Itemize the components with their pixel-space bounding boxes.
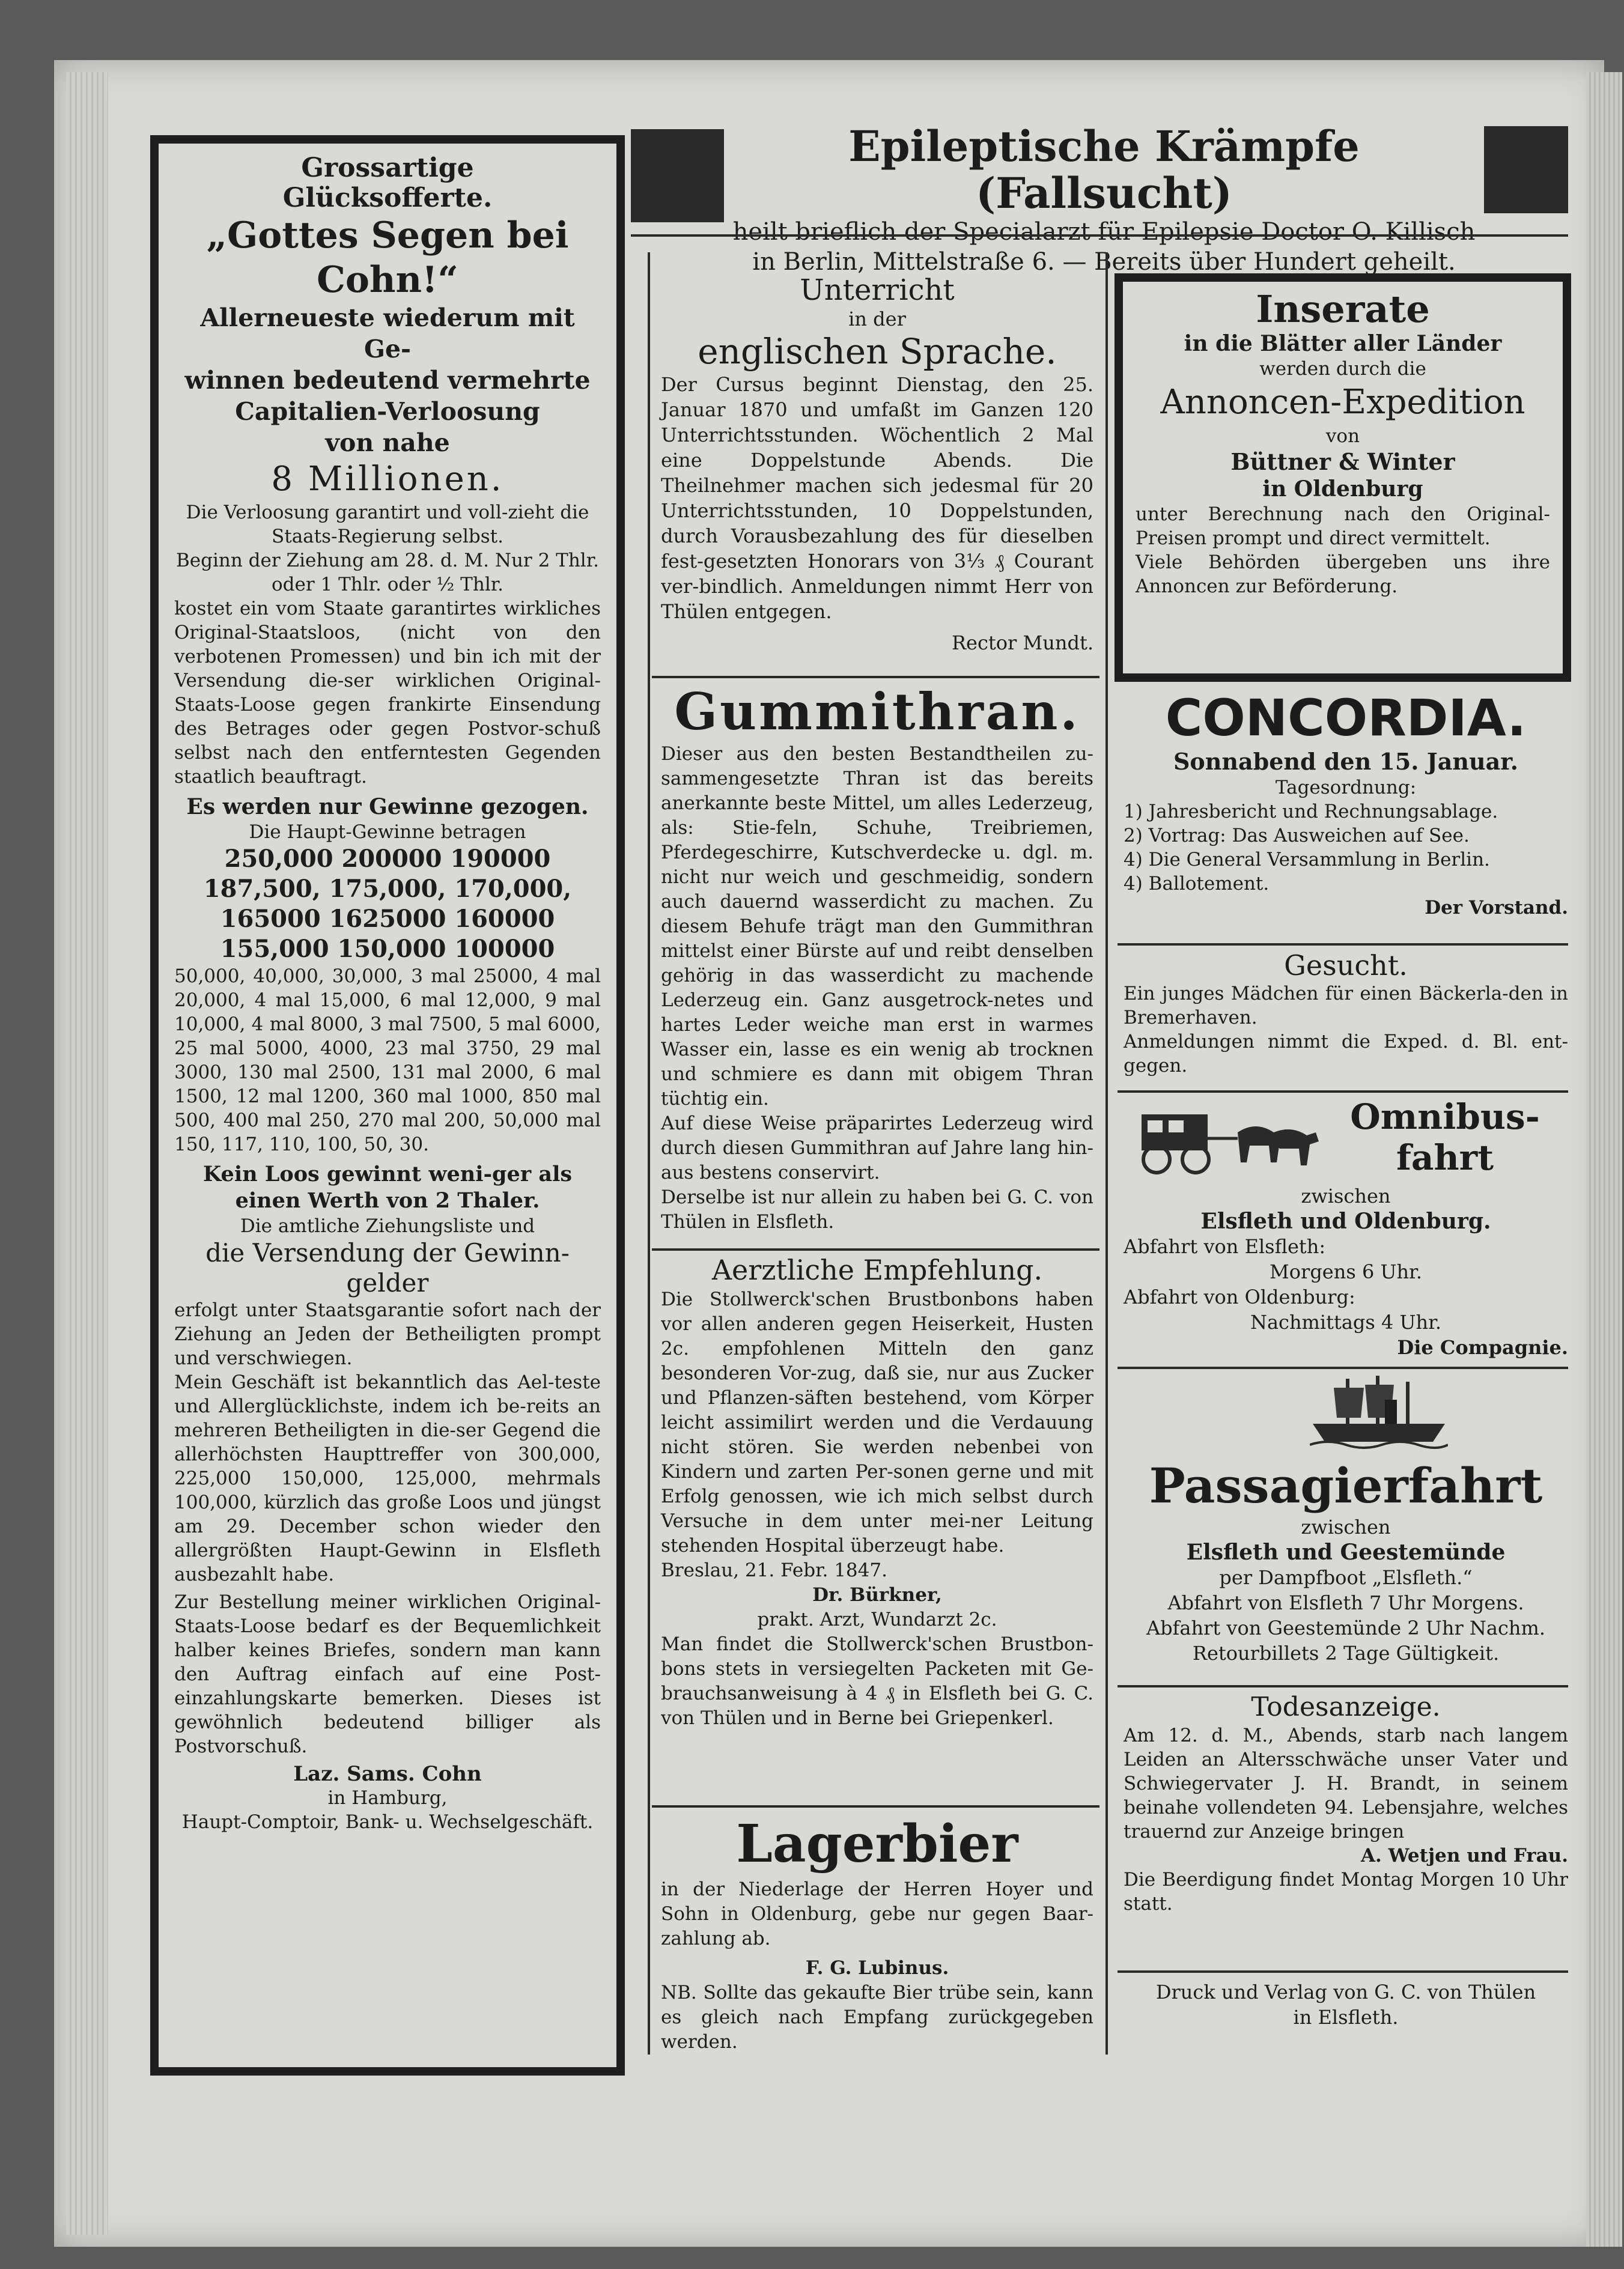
unterricht-ad: [661, 273, 1093, 655]
omnibus-l1: zwischen: [1301, 1185, 1391, 1207]
inserate-l3: Annoncen-Expedition: [1160, 383, 1525, 422]
lagerbier-signature: F. G. Lubinus.: [805, 1957, 949, 1979]
lagerbier-body: in der Niederlage der Herren Hoyer und Sohn in Oldenburg, gebe nur gegen Baar-zahlung ab.: [661, 1879, 1093, 1949]
header-line2: in Berlin, Mittelstraße 6. — Bereits über Hundert geheilt.: [752, 248, 1456, 276]
inserate-ad: [1136, 288, 1550, 598]
cohn-p12: Zur Bestellung meiner wirklichen Original-Staats-Loose bedarf es der Bequemlichkeit halber keines Briefes, sondern man kann den Auftrag einfach auf eine Post-einzahlungskarte bemerken. Dieses ist gewöhnlich bedeutend billiger als Postvorschuß.: [174, 1591, 601, 1757]
cohn-line-2: winnen bedeutend vermehrte: [184, 366, 591, 395]
unterricht-signature: Rector Mundt.: [951, 631, 1093, 654]
rule-r3: [1118, 1367, 1568, 1369]
imprint-l1: Druck und Verlag von G. C. von Thülen: [1155, 1981, 1536, 2003]
concordia-item-3: 4) Die General Versammlung in Berlin.: [1124, 849, 1490, 870]
unterricht-t1: Unterricht: [800, 273, 955, 307]
column-rule-right: [1105, 252, 1108, 2055]
gesucht-title: Gesucht.: [1284, 949, 1408, 982]
omnibus-title-block: [1322, 1096, 1568, 1178]
cohn-p11: Mein Geschäft ist bekanntlich das Ael-teste und Allerglücklichste, indem ich be-reits an mehreren Betheiligten in die-ser Gegend die allerhöchsten Haupttreffer von 300,000, 225,000 150,000, 125,000, mehrmals 100,000, kürzlich das große Loos und jüngst am 29. December schon wieder den allergrößten Haupt-Gewinn in Elsfleth ausbezahlt habe.: [174, 1371, 601, 1585]
gummithran-body2: Auf diese Weise präparirtes Lederzeug wird durch diesen Gummithran auf Jahre lang hin-aus bestens conservirt.: [661, 1113, 1093, 1183]
steamship-icon: [1310, 1373, 1448, 1451]
omnibus-l2: Elsfleth und Oldenburg.: [1200, 1209, 1491, 1234]
unterricht-t2: in der: [848, 308, 906, 330]
gesucht-body: Ein junges Mädchen für einen Bäckerla-den in Bremerhaven.: [1124, 983, 1568, 1028]
aerztlich-sig1: Dr. Bürkner,: [812, 1584, 942, 1606]
header-title: Epileptische Krämpfe (Fallsucht): [848, 121, 1360, 218]
passagier-l5: Abfahrt von Geestemünde 2 Uhr Nachm.: [1146, 1617, 1546, 1639]
cohn-p5: Die Haupt-Gewinne betragen: [249, 821, 526, 843]
cohn-millions: 8 Millionen.: [271, 460, 504, 499]
cohn-ad: [174, 153, 601, 1834]
aerztlich-body2: Man findet die Stollwerck'schen Brustbon-bons stets in versiegelten Packeten mit Ge-brauchsanweisung à 4 ₰ in Elsfleth bei G. C. von Thülen und in Berne bei Griepenkerl.: [661, 1633, 1093, 1729]
todes-body2: Die Beerdigung findet Montag Morgen 10 Uhr statt.: [1124, 1869, 1568, 1915]
aerztlich-ad: [661, 1253, 1093, 1731]
cohn-p3: kostet ein vom Staate garantirtes wirkliches Original-Staatsloos, (nicht von den verbotenen Promessen) und bin ich mit der Versendung die-ser wirklichen Original-Staats-Loose gegen frankirte Einsendung des Betrages oder gegen Postvor-schuß selbst nach den entferntesten Gegenden staatlich beauftragt.: [174, 598, 601, 788]
rule-r4: [1118, 1685, 1568, 1687]
cohn-p7: Kein Loos gewinnt weni-ger als einen Werth von 2 Thaler.: [202, 1162, 573, 1213]
cohn-kicker1: Grossartige: [301, 153, 474, 183]
todes-signature: A. Wetjen und Frau.: [1361, 1845, 1568, 1867]
concordia-ad: [1124, 688, 1568, 920]
rule-r2: [1118, 1090, 1568, 1093]
passagier-l6: Retourbillets 2 Tage Gültigkeit.: [1192, 1642, 1500, 1665]
cohn-p9: die Versendung der Gewinn-gelder: [205, 1238, 570, 1298]
column-rule-left: [648, 252, 650, 2055]
header-line1: heilt brieflich der Specialarzt für Epilepsie Doctor O. Killisch: [732, 218, 1476, 246]
imprint-l2: in Elsfleth.: [1293, 2006, 1399, 2029]
cohn-p6: 50,000, 40,000, 30,000, 3 mal 25000, 4 mal 20,000, 4 mal 15,000, 6 mal 12,000, 9 mal 10,000, 4 mal 8000, 3 mal 7500, 5 mal 6000, 25 mal 5000, 4000, 23 mal 3750, 29 mal 3000, 130 mal 2500, 131 mal 2000, 6 mal 1500, 12 mal 1200, 360 mal 1000, 850 mal 500, 400 mal 250, 270 mal 200, 50,000 mal 150, 117, 110, 100, 50, 30.: [174, 965, 601, 1155]
concordia-title: CONCORDIA.: [1165, 688, 1527, 747]
inserate-l8: Viele Behörden übergeben uns ihre Annoncen zur Beförderung.: [1136, 551, 1550, 597]
inserate-l6: in Oldenburg: [1262, 476, 1423, 502]
concordia-item-4: 4) Ballotement.: [1124, 873, 1270, 895]
rule-3: [652, 1805, 1099, 1808]
concordia-signature: Der Vorstand.: [1425, 897, 1568, 919]
passagier-l1: zwischen: [1301, 1516, 1391, 1538]
todes-ad: [1124, 1691, 1568, 1916]
aerztlich-sig2: prakt. Arzt, Wundarzt 2c.: [757, 1609, 997, 1630]
cohn-kicker2: Glücksofferte.: [282, 183, 493, 213]
inserate-l5: Büttner & Winter: [1230, 448, 1455, 475]
omnibus-l4: Morgens 6 Uhr.: [1269, 1260, 1422, 1283]
inserate-l2: werden durch die: [1259, 358, 1426, 380]
header-ad: [730, 123, 1478, 277]
cohn-line-3: Capitalien-Verloosung: [235, 397, 540, 426]
rule-r1: [1118, 943, 1568, 946]
rule-1: [652, 676, 1099, 678]
gummithran-title: Gummithran.: [674, 682, 1080, 741]
cohn-p1: Die Verloosung garantirt und voll-zieht die Staats-Regierung selbst.: [186, 502, 589, 547]
gummithran-body: Dieser aus den besten Bestandtheilen zu-sammengesetzte Thran ist das bereits anerkannte beste Mittel, um alles Lederzeug, als: Stie-feln, Schuhe, Treibriemen, Pferdegeschirre, Kutschverdecke u. dgl. m. nicht nur weich und geschmeidig, sondern auch dauernd wasserdicht zu machen. Zu diesem Behufe trägt man den Gummithran mittelst einer Bürste auf und reibt denselben gehörig in das wasserdicht zu machende Lederzeug ein. Ganz ausgetrock-netes und hartes Leder weiche man erst in warmes Wasser ein, lasse es ein wenig ab trocknen und schmiere es dann mit obigem Thran tüchtig ein.: [661, 743, 1093, 1110]
omnibus-title2: fahrt: [1396, 1137, 1494, 1178]
cohn-sig2: in Hamburg,: [327, 1787, 448, 1809]
gesucht-body2: Anmeldungen nimmt die Exped. d. Bl. ent-gegen.: [1124, 1031, 1568, 1077]
passagier-l2: Elsfleth und Geestemünde: [1186, 1540, 1506, 1565]
cohn-sig1: Laz. Sams. Cohn: [293, 1762, 482, 1786]
rule-2: [652, 1248, 1099, 1251]
header-rule: [631, 234, 1568, 237]
header-ornament-left: [631, 129, 724, 222]
omnibus-l5: Abfahrt von Oldenburg:: [1124, 1286, 1355, 1308]
cohn-p2: Beginn der Ziehung am 28. d. M. Nur 2 Thlr. oder 1 Thlr. oder ½ Thlr.: [176, 550, 599, 595]
imprint: [1124, 1979, 1568, 2030]
cohn-p4: Es werden nur Gewinne gezogen.: [186, 794, 589, 819]
page-edge-left: [66, 72, 108, 2235]
inserate-l1: in die Blätter aller Länder: [1184, 331, 1502, 356]
passagier-ad: [1124, 1457, 1568, 1666]
concordia-item-1: 1) Jahresbericht und Rechnungsablage.: [1124, 801, 1498, 822]
omnibus-l6: Nachmittags 4 Uhr.: [1250, 1311, 1442, 1334]
inserate-l4: von: [1325, 425, 1360, 447]
todes-body: Am 12. d. M., Abends, starb nach langem Leiden an Altersschwäche unser Vater und Schwiegervater J. H. Brandt, in seinem beinahe vollendeten 94. Lebensjahre, welches trauernd zur Anzeige bringen: [1124, 1725, 1568, 1842]
inserate-l7: unter Berechnung nach den Original-Preisen prompt und direct vermittelt.: [1136, 503, 1550, 549]
concordia-item-2: 2) Vortrag: Das Ausweichen auf See.: [1124, 825, 1470, 846]
omnibus-title1: Omnibus-: [1350, 1096, 1540, 1137]
cohn-line-1: Allerneueste wiederum mit Ge-: [200, 303, 575, 363]
concordia-agenda: Tagesordnung:: [1275, 777, 1417, 798]
passagier-title: Passagierfahrt: [1149, 1457, 1543, 1514]
omnibus-signature: Die Compagnie.: [1397, 1336, 1568, 1359]
inserate-title: Inserate: [1256, 287, 1430, 331]
lagerbier-nb: NB. Sollte das gekaufte Bier trübe sein, kann es gleich nach Empfang zurückgegeben werden.: [661, 1982, 1093, 2053]
rule-r5: [1118, 1970, 1568, 1973]
gummithran-body3: Derselbe ist nur allein zu haben bei G. C. von Thülen in Elsfleth.: [661, 1186, 1093, 1233]
cohn-big-prizes: 250,000 200000 190000 187,500, 175,000, 170,000, 165000 1625000 160000 155,000 150,000 100000: [203, 845, 572, 963]
todes-title: Todesanzeige.: [1251, 1692, 1441, 1722]
omnibus-ad: [1124, 1183, 1568, 1360]
cohn-sig3: Haupt-Comptoir, Bank- u. Wechselgeschäft.: [181, 1811, 594, 1833]
unterricht-t3: englischen Sprache.: [698, 331, 1057, 372]
passagier-l4: Abfahrt von Elsfleth 7 Uhr Morgens.: [1167, 1591, 1524, 1614]
cohn-line-4: von nahe: [325, 428, 450, 457]
cohn-p8: Die amtliche Ziehungsliste und: [240, 1215, 535, 1237]
unterricht-body: Der Cursus beginnt Dienstag, den 25. Januar 1870 und umfaßt im Ganzen 120 Unterrichtsstunden. Wöchentlich 2 Mal eine Doppelstunde Abends. Die Theilnehmer machen sich jedesmal für 20 Unterrichtsstunden, 10 Doppelstunden, durch Vorausbezahlung des für dieselben fest-gesetzten Honorars von 3⅓ ₰ Courant ver-bindlich. Anmeldungen nimmt Herr von Thülen entgegen.: [661, 373, 1093, 623]
cohn-p10: erfolgt unter Staatsgarantie sofort nach der Ziehung an Jeden der Betheiligten prompt und verschwiegen.: [174, 1299, 601, 1369]
lagerbier-title: Lagerbier: [736, 1814, 1018, 1874]
aerztlich-title: Aerztliche Empfehlung.: [711, 1254, 1043, 1286]
lagerbier-ad: [661, 1811, 1093, 2055]
aerztlich-body: Die Stollwerck'schen Brustbonbons haben vor allen anderen gegen Heiserkeit, Husten 2c. empfohlenen Mitteln den ganz besonderen Vor-zug, daß sie, nur aus Zucker und Pflanzen-säften bestehend, vom Körper leicht assimilirt werden und die Verdauung nicht stören. Sie werden nebenbei von Kindern und zarten Per-sonen gerne und mit Erfolg genossen, wie ich mich selbst durch Versuche in dem unter mei-ner Leitung stehenden Hospital überzeugt habe.: [661, 1289, 1093, 1557]
cohn-headline: „Gottes Segen bei Cohn!“: [206, 214, 569, 301]
concordia-date: Sonnabend den 15. Januar.: [1173, 748, 1519, 775]
gesucht-ad: [1124, 949, 1568, 1078]
gummithran-ad: [661, 682, 1093, 1235]
aerztlich-place: Breslau, 21. Febr. 1847.: [661, 1560, 887, 1581]
passagier-l3: per Dampfboot „Elsfleth.“: [1219, 1566, 1473, 1589]
header-ornament-right: [1484, 126, 1568, 213]
omnibus-l3: Abfahrt von Elsfleth:: [1124, 1235, 1326, 1258]
omnibus-coach-icon: [1136, 1102, 1328, 1180]
page-edge-right: [1586, 72, 1622, 2247]
